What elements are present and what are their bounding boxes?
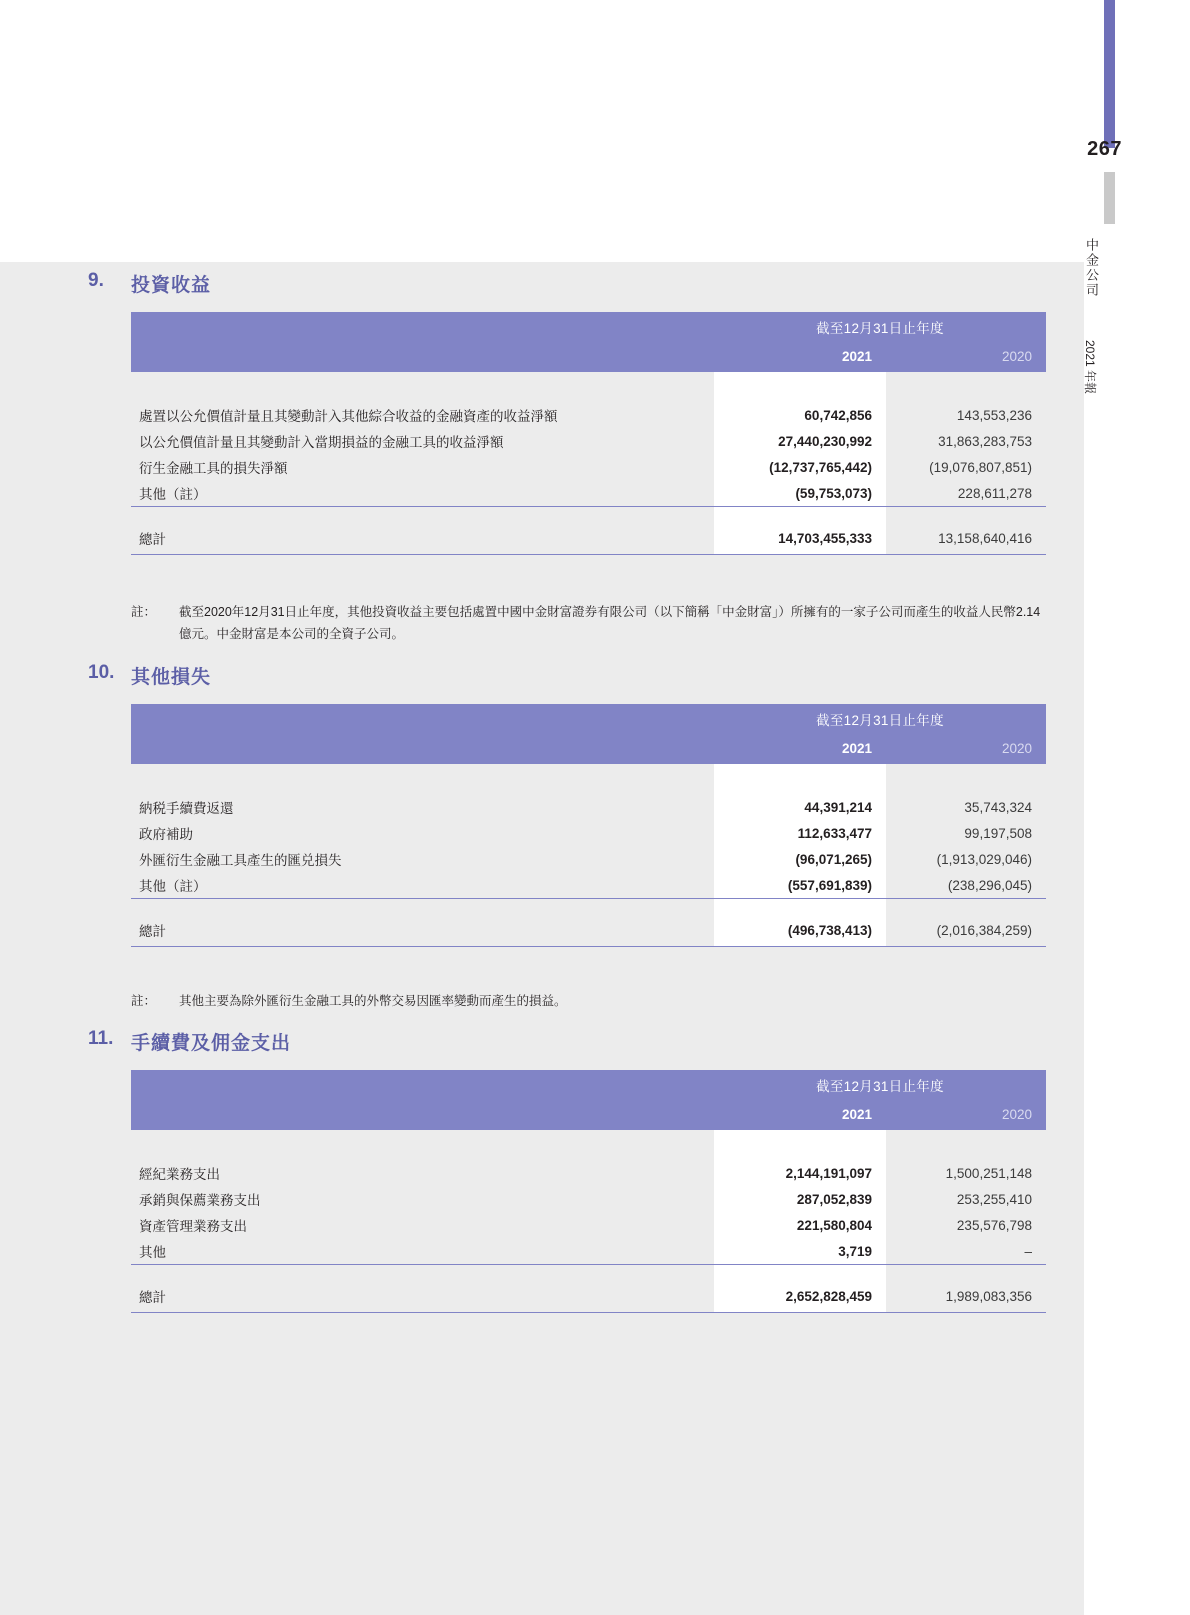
row-value-current: (96,071,265) (714, 846, 886, 872)
rule-bottom-left (131, 555, 714, 557)
total-label: 總計 (139, 924, 166, 939)
table-row (131, 1160, 1046, 1186)
gap-current (714, 508, 886, 522)
row-label: 以公允價值計量且其變動計入當期損益的金融工具的收益淨額 (139, 435, 504, 450)
table-period-header: 截至12月31日止年度 (714, 312, 1046, 342)
table-total-row (131, 914, 1046, 947)
rule-bottom-left (131, 947, 714, 949)
table-spacer-current (714, 1130, 886, 1160)
row-value-previous: 253,255,410 (956, 1191, 1032, 1207)
table-row (131, 794, 1046, 820)
side-tab-grey-bar (1104, 172, 1115, 224)
table-spacer-previous (886, 1130, 1046, 1160)
section-9-number: 9. (88, 270, 104, 291)
row-value-current: 27,440,230,992 (714, 428, 886, 454)
table-gap (131, 508, 1046, 522)
table-row (131, 846, 1046, 872)
table-spacer-current (714, 372, 886, 402)
table-total-row (131, 1280, 1046, 1313)
table-spacer (131, 764, 714, 794)
row-value-current: (12,737,765,442) (714, 454, 886, 480)
row-value-previous: 228,611,278 (957, 485, 1032, 501)
row-value-current: 221,580,804 (714, 1212, 886, 1238)
table-row (131, 1186, 1046, 1212)
table-spacer (131, 1130, 714, 1160)
table-period-header: 截至12月31日止年度 (714, 704, 1046, 734)
rule-bottom-current (714, 947, 886, 949)
row-label: 政府補助 (139, 827, 193, 842)
table-row (131, 1212, 1046, 1238)
row-label: 其他（註） (139, 487, 207, 502)
total-value-previous: 13,158,640,416 (938, 530, 1032, 546)
table-rule-bottom (131, 555, 1046, 557)
total-value-current: (496,738,413) (714, 914, 886, 947)
side-company-name: 中金公司 (1084, 238, 1099, 298)
section-11-title: 手續費及佣金支出 (131, 1033, 292, 1054)
total-value-previous: 1,989,083,356 (945, 1288, 1032, 1304)
row-label: 處置以公允價值計量且其變動計入其他綜合收益的金融資產的收益淨額 (139, 409, 558, 424)
table-row (131, 1238, 1046, 1265)
row-value-current: 60,742,856 (714, 402, 886, 428)
rule-bottom-previous (886, 1313, 1046, 1315)
row-value-previous: 143,553,236 (956, 407, 1032, 423)
row-value-previous: (1,913,029,046) (936, 851, 1032, 867)
gap-previous (886, 1266, 1046, 1280)
total-value-previous: (2,016,384,259) (936, 922, 1032, 938)
table-col-2020: 2020 (886, 342, 1046, 372)
table-col-2021: 2021 (714, 734, 886, 764)
rule-bottom-previous (886, 947, 1046, 949)
table-spacer-current (714, 764, 886, 794)
note-label: 註： (131, 605, 157, 619)
row-value-current: 2,144,191,097 (714, 1160, 886, 1186)
table-header-blank2 (131, 342, 714, 372)
table-col-2021: 2021 (714, 1100, 886, 1130)
table-header-blank2 (131, 734, 714, 764)
row-label: 納税手續費返還 (139, 801, 234, 816)
rule-bottom-current (714, 1313, 886, 1315)
side-tab-purple-bar (1104, 0, 1115, 148)
table-period-header: 截至12月31日止年度 (714, 1070, 1046, 1100)
row-value-previous: – (1024, 1243, 1032, 1259)
row-value-previous: 31,863,283,753 (938, 433, 1032, 449)
gap-left (131, 900, 714, 914)
note-body: 截至2020年12月31日止年度，其他投資收益主要包括處置中國中金財富證券有限公司（以下簡稱「中金財富」）所擁有的一家子公司而產生的收益人民幣2.14億元。中金財富是本公司的全資子公司。 (179, 605, 1041, 641)
row-label: 外匯衍生金融工具產生的匯兑損失 (139, 853, 342, 868)
table-col-2020: 2020 (886, 1100, 1046, 1130)
rule-bottom-left (131, 1313, 714, 1315)
table-row (131, 820, 1046, 846)
rule-bottom-current (714, 555, 886, 557)
table-rule-bottom (131, 1313, 1046, 1315)
page-number: 267 (1087, 138, 1122, 160)
table-rule-bottom (131, 947, 1046, 949)
table-total-row (131, 522, 1046, 555)
section-10-title: 其他損失 (131, 667, 212, 688)
table-col-2020: 2020 (886, 734, 1046, 764)
row-value-current: 287,052,839 (714, 1186, 886, 1212)
section-11-number: 11. (88, 1028, 114, 1049)
total-label: 總計 (139, 532, 166, 547)
row-value-previous: 99,197,508 (964, 825, 1032, 841)
table-header-blank (131, 312, 714, 342)
gap-previous (886, 900, 1046, 914)
row-label: 衍生金融工具的損失淨額 (139, 461, 288, 476)
section-10-number: 10. (88, 662, 115, 683)
gap-previous (886, 508, 1046, 522)
row-value-previous: 1,500,251,148 (945, 1165, 1032, 1181)
table-row (131, 428, 1046, 454)
table-spacer-previous (886, 372, 1046, 402)
table-row (131, 454, 1046, 480)
gap-current (714, 1266, 886, 1280)
table-header-blank (131, 1070, 714, 1100)
table-row (131, 480, 1046, 507)
row-value-current: (557,691,839) (714, 872, 886, 899)
table-header-blank (131, 704, 714, 734)
row-value-current: 44,391,214 (714, 794, 886, 820)
row-label: 經紀業務支出 (139, 1167, 220, 1182)
table-header-blank2 (131, 1100, 714, 1130)
table-gap (131, 900, 1046, 914)
row-label: 其他（註） (139, 879, 207, 894)
row-value-current: (59,753,073) (714, 480, 886, 507)
rule-bottom-previous (886, 555, 1046, 557)
section-9-note (131, 602, 1046, 646)
table-spacer (131, 372, 714, 402)
note-label: 註： (131, 994, 157, 1008)
gap-left (131, 1266, 714, 1280)
row-label: 資產管理業務支出 (139, 1219, 247, 1234)
note-body: 其他主要為除外匯衍生金融工具的外幣交易因匯率變動而產生的損益。 (179, 994, 567, 1008)
row-value-previous: 35,743,324 (964, 799, 1032, 815)
total-label: 總計 (139, 1290, 166, 1305)
side-report-year: 2021 年報 (1083, 340, 1097, 395)
total-value-current: 2,652,828,459 (714, 1280, 886, 1313)
section-10-note (131, 991, 1046, 1013)
row-value-current: 3,719 (714, 1238, 886, 1265)
row-value-previous: 235,576,798 (956, 1217, 1032, 1233)
gap-current (714, 900, 886, 914)
table-spacer-previous (886, 764, 1046, 794)
table-fee-commission-expenses (131, 1070, 1046, 1314)
table-other-losses (131, 704, 1046, 948)
table-investment-income (131, 312, 1046, 556)
section-9-title: 投資收益 (131, 275, 212, 296)
table-gap (131, 1266, 1046, 1280)
row-value-current: 112,633,477 (714, 820, 886, 846)
row-value-previous: (238,296,045) (947, 877, 1032, 893)
row-value-previous: (19,076,807,851) (929, 459, 1032, 475)
table-row (131, 872, 1046, 899)
total-value-current: 14,703,455,333 (714, 522, 886, 555)
row-label: 承銷與保薦業務支出 (139, 1193, 261, 1208)
gap-left (131, 508, 714, 522)
table-row (131, 402, 1046, 428)
row-label: 其他 (139, 1245, 166, 1260)
table-col-2021: 2021 (714, 342, 886, 372)
